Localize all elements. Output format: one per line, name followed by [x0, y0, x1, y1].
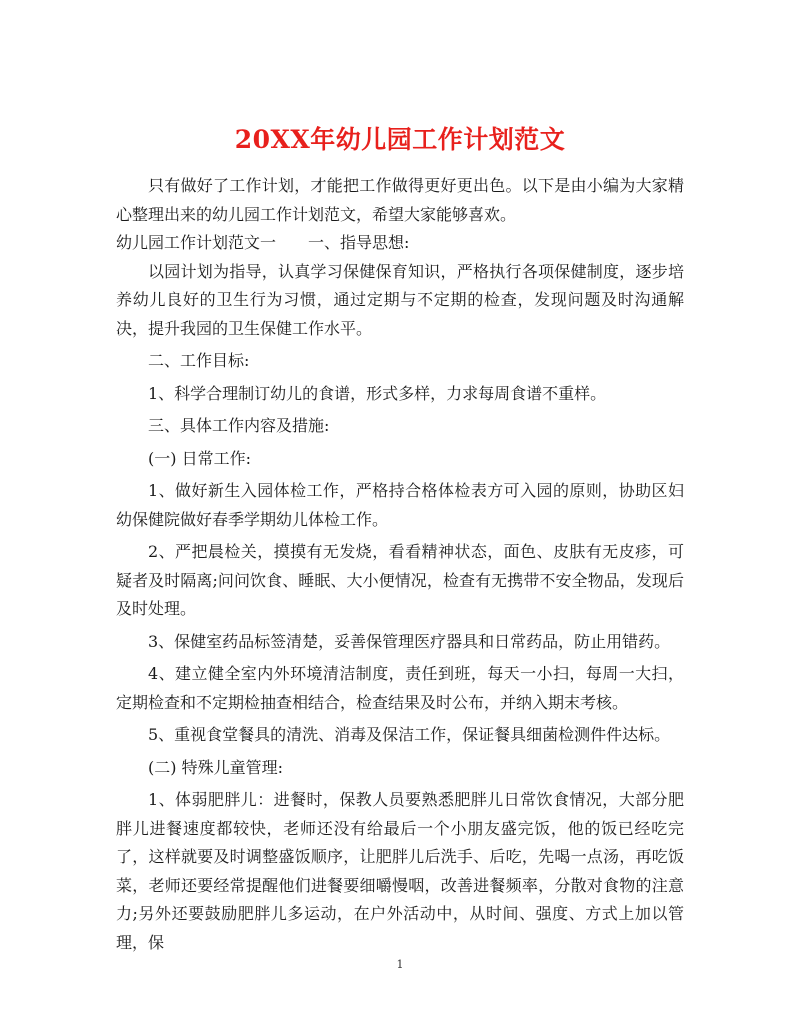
page-number: 1 — [396, 958, 404, 971]
intro-paragraph: 只有做好了工作计划，才能把工作做得更好更出色。以下是由小编为大家精心整理出来的幼儿园工作计划范文，希望大家能够喜欢。 — [116, 176, 684, 224]
document-title: 20XX年幼儿园工作计划范文 — [234, 124, 566, 154]
daily-work-item-2: 2、严把晨检关，摸摸有无发烧，看看精神状态，面色、皮肤有无皮疹，可疑者及时隔离;问问饮食、睡眠、大小便情况，检查有无携带不安全物品，发现后及时处理。 — [116, 542, 684, 618]
special-children-item-1: 1、体弱肥胖儿：进餐时，保教人员要熟悉肥胖儿日常饮食情况，大部分肥胖儿进餐速度都较快，老师还没有给最后一个小朋友盛完饭，他的饭已经吃完了，这样就要及时调整盛饭顺序，让肥胖儿后洗手、后吃，先喝一点汤，再吃饭菜，老师还要经常提醒他们进餐要细嚼慢咽，改善进餐频率，分散对食物的注意力;另外还要鼓励肥胖儿多运动，在户外活动中，从时间、强度、方式上加以管理，保 — [116, 790, 684, 952]
daily-work-item-5: 5、重视食堂餐具的清洗、消毒及保洁工作，保证餐具细菌检测件件达标。 — [148, 725, 671, 744]
daily-work-item-3: 3、保健室药品标签清楚，妥善保管理医疗器具和日常药品，防止用错药。 — [148, 631, 671, 651]
guiding-ideology-paragraph: 以园计划为指导，认真学习保健保育知识，严格执行各项保健制度，逐步培养幼儿良好的卫生行为习惯，通过定期与不定期的检查，发现问题及时沟通解决，提升我园的卫生保健工作水平。 — [116, 261, 684, 338]
document-body — [116, 172, 684, 957]
section-heading-plan-one: 幼儿园工作计划范文一 一、指导思想: — [116, 233, 410, 252]
daily-work-heading: (一) 日常工作: — [148, 448, 251, 468]
work-goal-heading: 二、工作目标: — [148, 351, 250, 370]
special-children-heading: (二) 特殊儿童管理: — [148, 757, 283, 777]
daily-work-item-4: 4、建立健全室内外环境清洁制度，责任到班，每天一小扫，每周一大扫，定期检查和不定期检抽查相结合，检查结果及时公布，并纳入期末考核。 — [116, 664, 684, 712]
measures-heading: 三、具体工作内容及措施: — [148, 416, 330, 435]
work-goal-item-1: 1、科学合理制订幼儿的食谱，形式多样，力求每周食谱不重样。 — [148, 383, 607, 403]
daily-work-item-1: 1、做好新生入园体检工作，严格持合格体检表方可入园的原则，协助区妇幼保健院做好春季学期幼儿体检工作。 — [116, 481, 684, 529]
